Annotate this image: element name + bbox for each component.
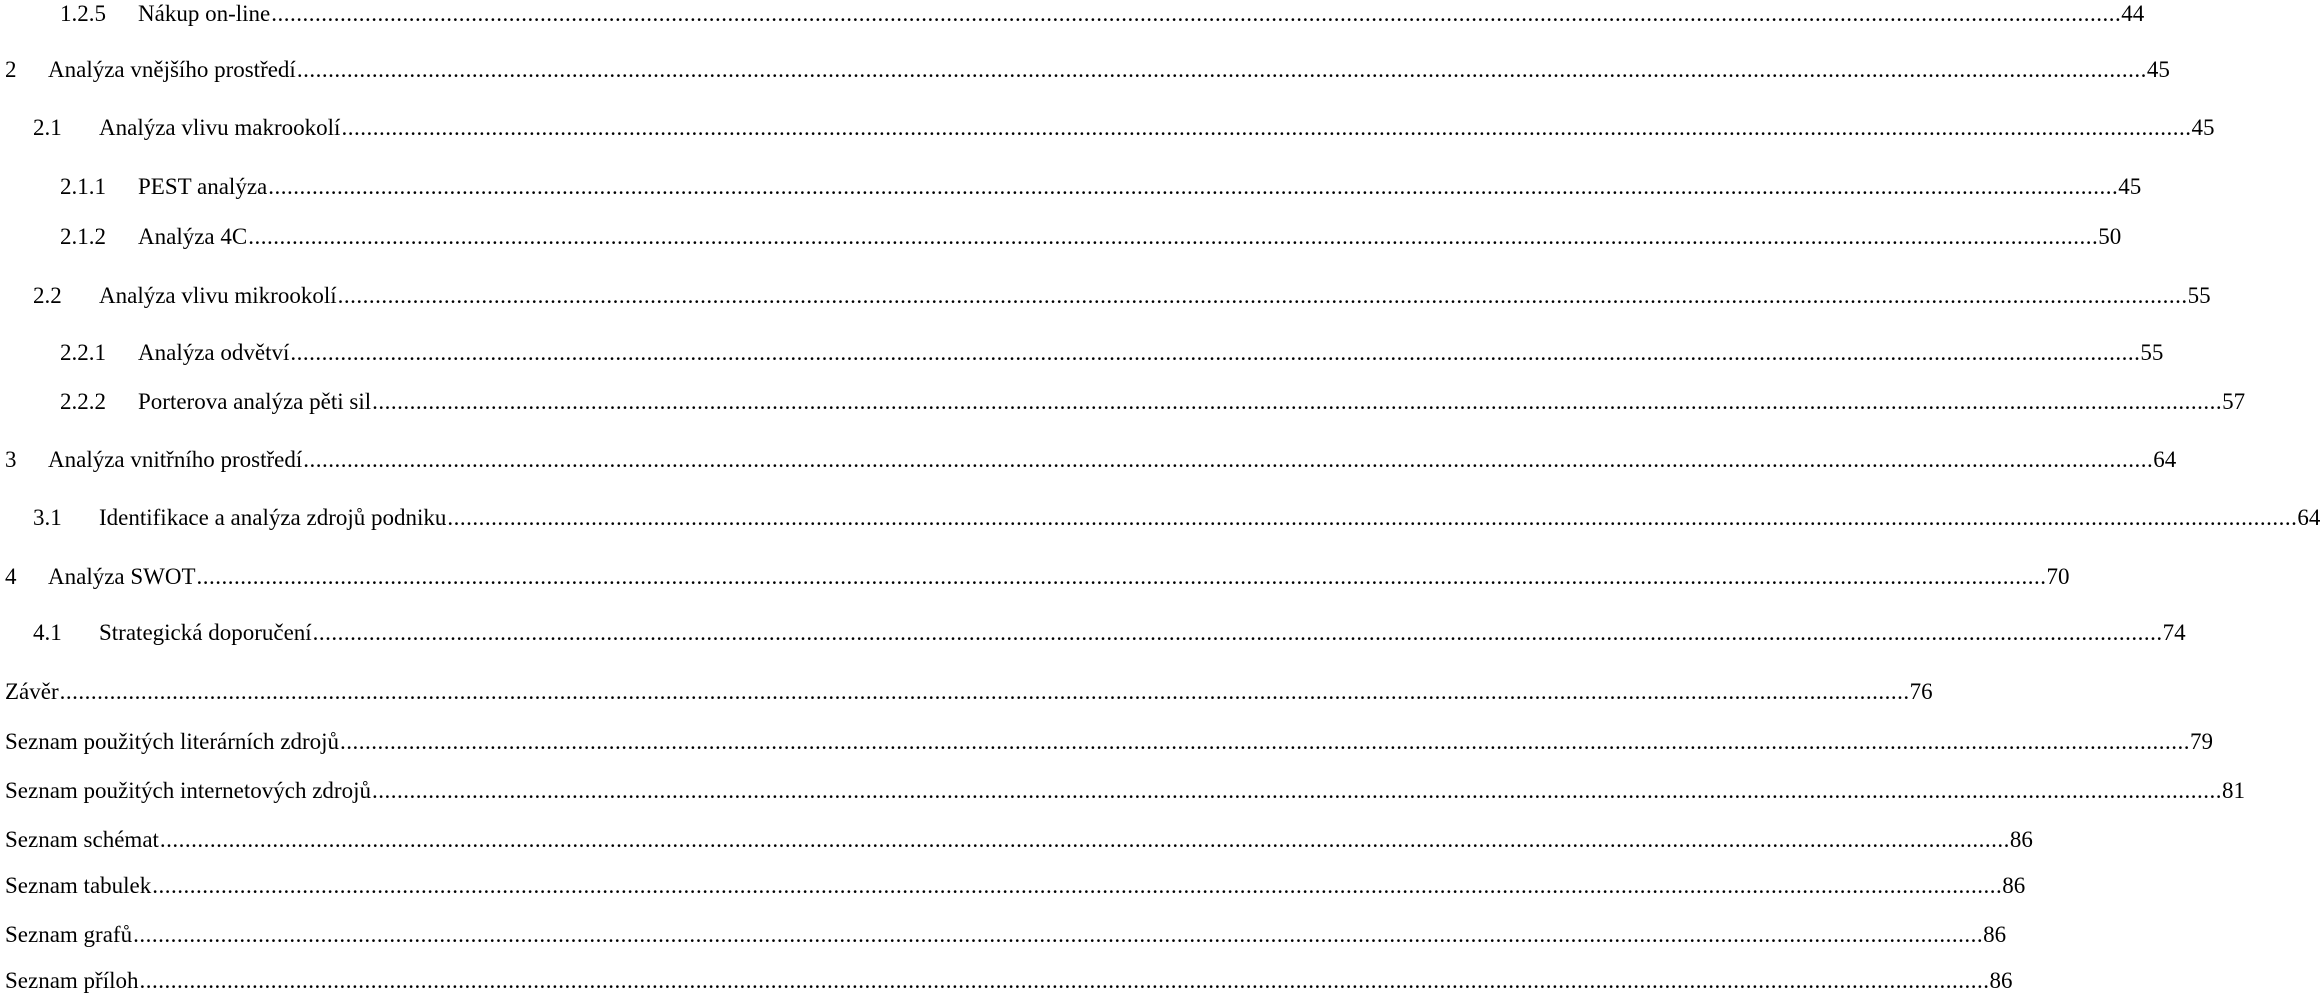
toc-entry-number: 2.2.2 (60, 389, 106, 414)
toc-entry[interactable] (0, 562, 2070, 592)
toc-entry-number: 2.2.1 (60, 340, 106, 365)
toc-entry-page: 55 (2187, 283, 2211, 308)
toc-entry[interactable] (0, 172, 2142, 202)
toc-entry-page: 64 (2297, 505, 2320, 530)
toc-entry[interactable] (0, 677, 1933, 707)
toc-entry[interactable] (0, 503, 2320, 533)
toc-entry[interactable] (0, 55, 2170, 85)
toc-dot-leader (303, 445, 2153, 475)
toc-entry-title: Nákup on-line (138, 1, 271, 26)
toc-dot-leader (160, 825, 2010, 855)
toc-entry[interactable] (0, 0, 2145, 29)
toc-entry-title: Seznam použitých internetových zdrojů (5, 778, 371, 803)
toc-dot-leader (268, 172, 2118, 202)
toc-entry-page: 57 (2222, 389, 2246, 414)
toc-entry-page: 79 (2190, 729, 2214, 754)
toc-dot-leader (338, 281, 2188, 311)
toc-entry-page: 86 (1983, 922, 2007, 947)
toc-entry-number: 2.2 (33, 283, 62, 308)
toc-entry[interactable] (0, 387, 2246, 417)
toc-entry-title: Analýza SWOT (48, 564, 196, 589)
toc-entry-page: 81 (2221, 778, 2245, 803)
toc-entry-title: Strategická doporučení (99, 620, 312, 645)
toc-entry-number: 3 (5, 447, 17, 472)
toc-entry-title: Analýza vlivu mikrookolí (99, 283, 337, 308)
toc-dot-leader (271, 0, 2121, 29)
toc-entry-title: Seznam příloh (5, 968, 139, 993)
toc-entry-number: 4 (5, 564, 17, 589)
toc-dot-leader (313, 618, 2163, 648)
toc-entry-number: 2 (5, 57, 17, 82)
toc-dot-leader (447, 503, 2297, 533)
toc-entry-page: 50 (2098, 224, 2122, 249)
toc-entry-number: 3.1 (33, 505, 62, 530)
toc-entry-title: Analýza 4C (138, 224, 248, 249)
toc-entry-title: Seznam grafů (5, 922, 133, 947)
toc-dot-leader (152, 871, 2002, 901)
toc-entry-title: Analýza odvětví (138, 340, 290, 365)
toc-dot-leader (372, 776, 2222, 806)
toc-dot-leader (372, 387, 2222, 417)
toc-entry[interactable] (0, 966, 2013, 996)
toc-entry-page: 45 (2191, 115, 2215, 140)
toc-entry-page: 55 (2140, 340, 2164, 365)
toc-entry-title: Závěr (5, 679, 59, 704)
toc-entry-page: 74 (2162, 620, 2186, 645)
toc-dot-leader (297, 55, 2147, 85)
toc-dot-leader (340, 727, 2190, 757)
toc-entry-page: 86 (2002, 873, 2026, 898)
toc-entry[interactable] (0, 825, 2033, 855)
toc-entry-title: Seznam schémat (5, 827, 159, 852)
toc-entry-page: 44 (2121, 1, 2145, 26)
toc-dot-leader (140, 966, 1990, 996)
toc-entry-page: 70 (2046, 564, 2070, 589)
toc-entry-number: 4.1 (33, 620, 62, 645)
toc-entry[interactable] (0, 776, 2245, 806)
toc-entry-number: 2.1 (33, 115, 62, 140)
toc-entry-page: 86 (1989, 968, 2013, 993)
toc-entry-title: PEST analýza (138, 174, 268, 199)
toc-entry-title: Porterova analýza pěti sil (138, 389, 372, 414)
toc-dot-leader (248, 222, 2098, 252)
toc-entry[interactable] (0, 920, 2007, 950)
toc-entry-page: 64 (2153, 447, 2177, 472)
toc-entry-page: 45 (2146, 57, 2170, 82)
toc-entry[interactable] (0, 445, 2177, 475)
toc-entry[interactable] (0, 338, 2164, 368)
toc-entry-number: 2.1.1 (60, 174, 106, 199)
toc-dot-leader (290, 338, 2140, 368)
toc-entry-number: 1.2.5 (60, 1, 106, 26)
toc-entry[interactable] (0, 727, 2214, 757)
toc-entry-page: 76 (1909, 679, 1933, 704)
toc-entry[interactable] (0, 281, 2211, 311)
toc-dot-leader (133, 920, 1983, 950)
toc-dot-leader (60, 677, 1910, 707)
toc-entry-title: Seznam použitých literárních zdrojů (5, 729, 340, 754)
toc-entry[interactable] (0, 871, 2026, 901)
toc-entry-title: Analýza vnitřního prostředí (48, 447, 303, 472)
toc-entry-title: Analýza vlivu makrookolí (99, 115, 341, 140)
toc-entry[interactable] (0, 113, 2215, 143)
toc-entry-title: Identifikace a analýza zdrojů podniku (99, 505, 447, 530)
toc-entry-number: 2.1.2 (60, 224, 106, 249)
toc-entry-page: 45 (2118, 174, 2142, 199)
toc-entry-title: Analýza vnějšího prostředí (48, 57, 296, 82)
toc-entry[interactable] (0, 222, 2122, 252)
toc-dot-leader (341, 113, 2191, 143)
toc-entry-title: Seznam tabulek (5, 873, 152, 898)
toc-entry-page: 86 (2009, 827, 2033, 852)
toc-dot-leader (197, 562, 2047, 592)
toc-entry[interactable] (0, 618, 2186, 648)
